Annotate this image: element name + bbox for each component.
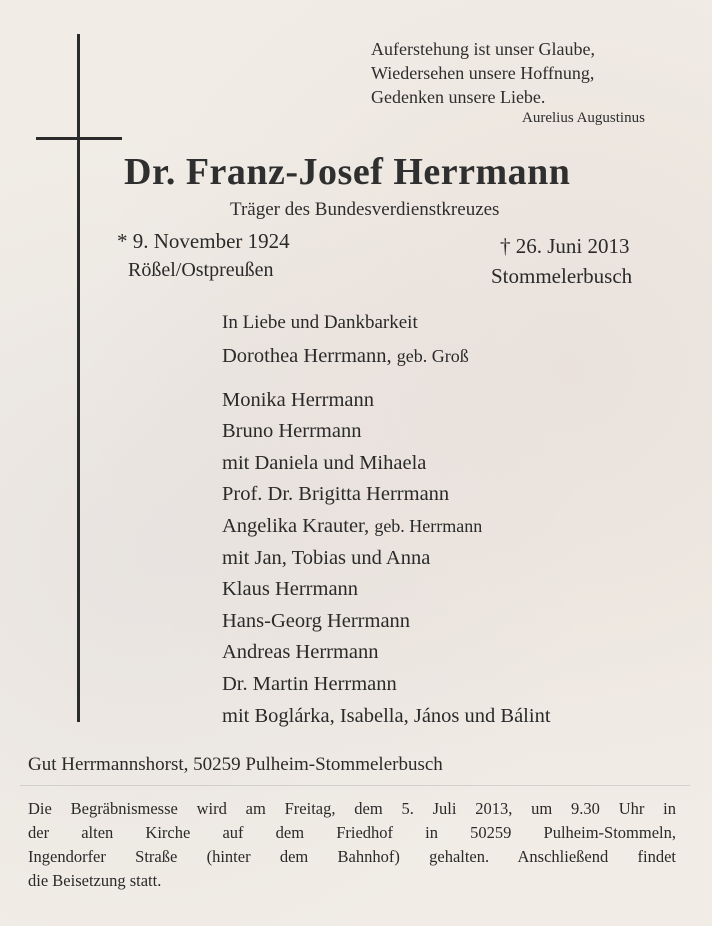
list-item: Klaus Herrmann [222,578,359,601]
list-item: Prof. Dr. Brigitta Herrmann [222,483,450,506]
quote-author: Aurelius Augustinus [522,110,645,126]
deceased-name: Dr. Franz-Josef Herrmann [124,151,571,193]
family-address: Gut Herrmannshorst, 50259 Pulheim-Stommelerbusch [28,754,443,775]
list-item: Andreas Herrmann [222,641,379,664]
notice-line: Ingendorfer Straße (hinter dem Bahnhof) gehalten. Anschließend findet [28,847,676,866]
list-item: Dr. Martin Herrmann [222,672,397,695]
birth-date: * 9. November 1924 [117,229,290,253]
list-item [222,511,551,543]
death-place: Stommelerbusch [491,264,633,288]
list-item: Monika Herrmann [222,388,374,411]
mourner-spouse [222,341,551,373]
mourner-name: Angelika Krauter, [222,514,370,537]
list-item: mit Boglárka, Isabella, János und Bálint [222,704,551,727]
list-item: mit Daniela und Mihaela [222,451,427,474]
death-date: † 26. Juni 2013 [500,234,630,258]
mourners-intro: In Liebe und Dankbarkeit [222,312,418,333]
divider [20,785,690,786]
notice-line: der alten Kirche auf dem Friedhof in 50259 Pulheim-Stommeln, [28,823,676,842]
notice-line: die Beisetzung statt. [28,871,162,890]
birth-place: Rößel/Ostpreußen [128,259,274,281]
quote-line: Gedenken unsere Liebe. [371,87,546,107]
mourner-name: Dorothea Herrmann, [222,345,392,367]
deceased-honor: Träger des Bundesverdienstkreuzes [230,199,500,220]
list-item: mit Jan, Tobias und Anna [222,546,431,569]
list-item: Hans-Georg Herrmann [222,609,411,632]
list-item: Bruno Herrmann [222,420,362,443]
mourner-note: geb. Groß [396,346,469,366]
cross-horizontal-bar [36,137,122,140]
mourner-note: geb. Herrmann [374,515,483,536]
funeral-notice [28,797,676,893]
quote-line: Wiedersehen unsere Hoffnung, [371,63,595,83]
notice-line: Die Begräbnismesse wird am Freitag, dem 5. Juli 2013, um 9.30 Uhr in [28,799,676,818]
quote [371,37,595,109]
quote-line: Auferstehung ist unser Glaube, [371,39,595,59]
mourners-list [222,341,551,732]
